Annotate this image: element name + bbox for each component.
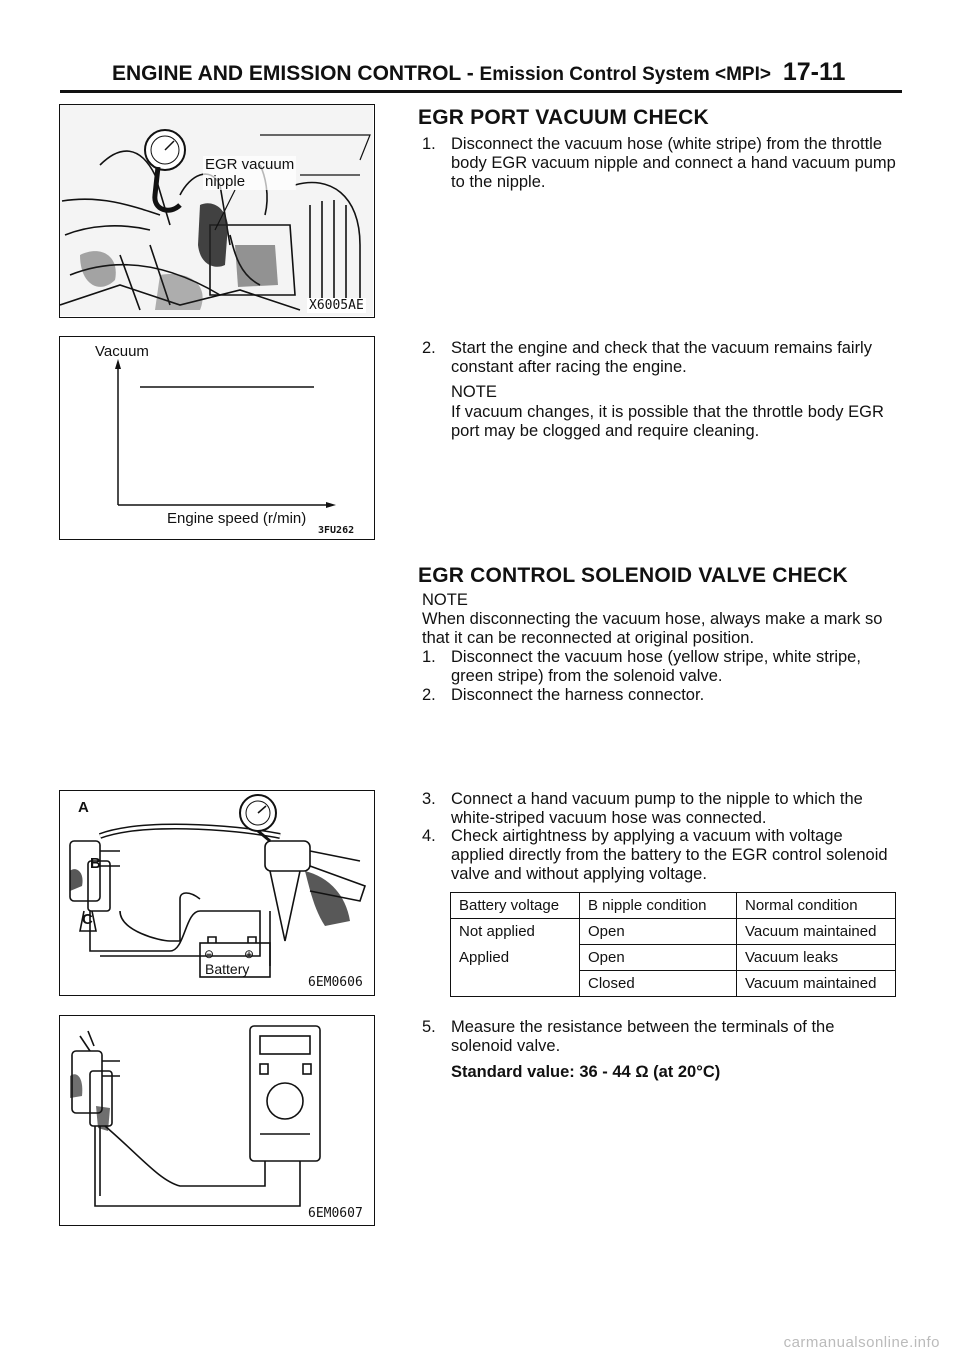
figure-resistance-measurement: [59, 1015, 375, 1226]
figure-code-6em0607: 6EM0607: [308, 1206, 363, 1221]
label-c: C: [82, 911, 93, 928]
solenoid-note: When disconnecting the vacuum hose, always make a mark so that it can be reconnected at original position.: [422, 610, 883, 647]
egr-port-step-2: 2. Start the engine and check that the vacuum remains fairly constant after racing the engine.: [422, 339, 872, 376]
table-cell: Vacuum leaks: [737, 945, 896, 971]
y-axis-label: Vacuum: [95, 343, 149, 360]
figure-airtightness-test: [59, 790, 375, 996]
figure-code-x6005ae: X6005AE: [309, 298, 364, 313]
heading-egr-port-vacuum-check: EGR PORT VACUUM CHECK: [418, 106, 709, 129]
solenoid-step-3: 3. Connect a hand vacuum pump to the nipple to which the white-striped vacuum hose was connected.: [422, 790, 863, 827]
ohmmeter-illustration: [60, 1016, 373, 1224]
footer-watermark: carmanualsonline.info: [783, 1334, 940, 1351]
table-cell: Open: [580, 945, 737, 971]
solenoid-step-2: 2. Disconnect the harness connector.: [422, 686, 705, 704]
egr-nipple-callout: EGR vacuum nipple: [205, 156, 295, 190]
table-cell: Open: [580, 919, 737, 945]
header-rule: [60, 90, 902, 93]
battery-minus-icon: ⊖: [204, 947, 215, 961]
solenoid-step-4: 4. Check airtightness by applying a vacuum with voltage applied directly from the battery to the EGR control solenoid valve and without applying voltage.: [422, 827, 888, 883]
table-cell: Vacuum maintained: [737, 919, 896, 945]
figure-code-6em0606: 6EM0606: [308, 975, 363, 990]
table-row: [451, 945, 896, 971]
header-dash: -: [466, 62, 474, 85]
label-b: B: [90, 855, 101, 872]
egr-port-note-label: NOTE: [451, 383, 497, 401]
table-header-row: [451, 893, 896, 919]
table-cell: [451, 971, 580, 997]
figure-egr-vacuum-nipple: [59, 104, 375, 318]
standard-value: Standard value: 36 - 44 Ω (at 20°C): [451, 1063, 721, 1081]
egr-port-note: If vacuum changes, it is possible that the throttle body EGR port may be clogged and require cleaning.: [451, 403, 884, 440]
page-number: 17-11: [782, 58, 846, 86]
table-cell: Not applied: [451, 919, 580, 945]
solenoid-step-1: 1. Disconnect the vacuum hose (yellow stripe, white stripe, green stripe) from the solenoid valve.: [422, 648, 861, 685]
table-cell: Closed: [580, 971, 737, 997]
battery-label: Battery: [205, 961, 250, 977]
table-cell: Vacuum maintained: [737, 971, 896, 997]
engine-photo-illustration: [60, 105, 373, 316]
table-cell: Applied: [451, 945, 580, 971]
heading-egr-solenoid-valve-check: EGR CONTROL SOLENOID VALVE CHECK: [418, 564, 848, 587]
x-axis-label: Engine speed (r/min): [167, 510, 307, 527]
figure-vacuum-graph: [59, 336, 375, 540]
egr-port-step-1: 1. Disconnect the vacuum hose (white stripe) from the throttle body EGR vacuum nipple and connect a hand vacuum pump to the nipple.: [422, 135, 896, 191]
solenoid-note-label: NOTE: [422, 591, 468, 609]
section-title: ENGINE AND EMISSION CONTROL: [112, 62, 461, 85]
table-header-cell: Battery voltage: [451, 893, 580, 919]
table-row: [451, 971, 896, 997]
vacuum-graph-axes: [60, 337, 373, 538]
table-row: [451, 919, 896, 945]
solenoid-step-5: 5. Measure the resistance between the terminals of the solenoid valve.: [422, 1018, 835, 1055]
battery-plus-icon: ⊕: [244, 947, 255, 961]
label-a: A: [78, 799, 89, 816]
subsection-title: Emission Control System <MPI>: [479, 64, 771, 85]
table-header-cell: Normal condition: [737, 893, 896, 919]
airtightness-table: [450, 892, 896, 997]
page-header: [112, 58, 845, 87]
figure-code-3fu262: 3FU262: [318, 525, 355, 536]
table-header-cell: B nipple condition: [580, 893, 737, 919]
